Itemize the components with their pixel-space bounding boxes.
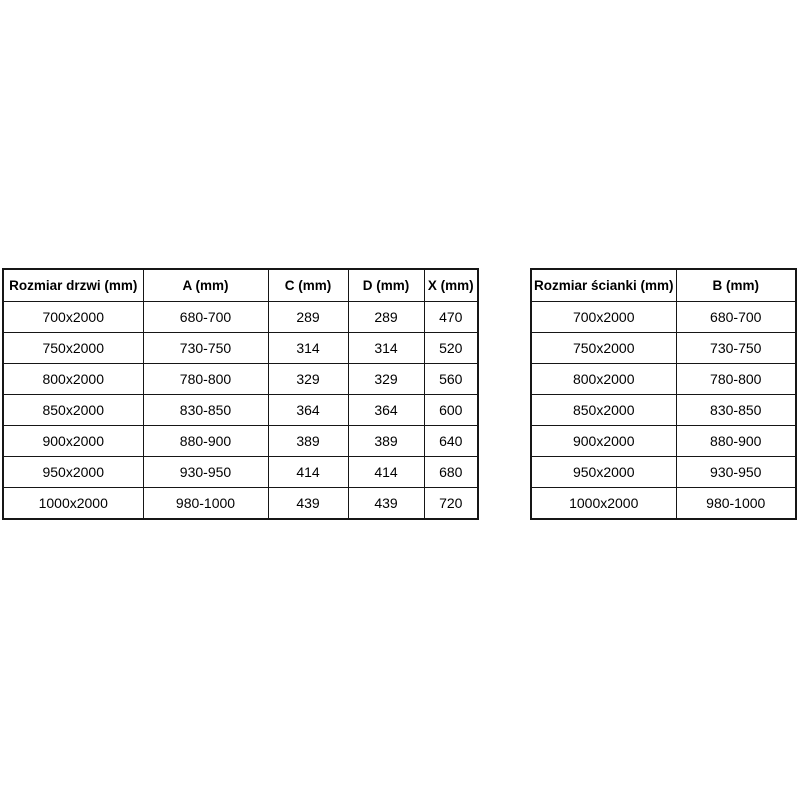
header-cell: Rozmiar ścianki (mm) [531,269,676,302]
table-cell: 700x2000 [3,302,143,333]
header-cell: D (mm) [348,269,424,302]
table-cell: 780-800 [676,364,796,395]
table-cell: 980-1000 [676,488,796,520]
table-cell: 1000x2000 [3,488,143,520]
table-cell: 800x2000 [531,364,676,395]
table-cell: 900x2000 [3,426,143,457]
header-row [531,269,796,302]
header-cell: A (mm) [143,269,268,302]
table-cell: 930-950 [143,457,268,488]
table-row [531,364,796,395]
table-cell: 780-800 [143,364,268,395]
table-cell: 680 [424,457,478,488]
wall-size-table-header [531,269,796,302]
table-row [531,302,796,333]
table-cell: 1000x2000 [531,488,676,520]
table-row [531,488,796,520]
table-cell: 880-900 [676,426,796,457]
table-cell: 289 [268,302,348,333]
table-cell: 800x2000 [3,364,143,395]
table-cell: 289 [348,302,424,333]
table-cell: 830-850 [676,395,796,426]
table-cell: 750x2000 [3,333,143,364]
table-row [531,333,796,364]
table-row [3,457,478,488]
table-cell: 930-950 [676,457,796,488]
table-cell: 439 [348,488,424,520]
table-row [3,364,478,395]
table-cell: 730-750 [143,333,268,364]
table-cell: 389 [268,426,348,457]
table-row [531,426,796,457]
table-cell: 520 [424,333,478,364]
door-size-table-header [3,269,478,302]
table-cell: 830-850 [143,395,268,426]
table-cell: 329 [268,364,348,395]
header-cell: Rozmiar drzwi (mm) [3,269,143,302]
header-row [3,269,478,302]
table-cell: 560 [424,364,478,395]
table-cell: 680-700 [143,302,268,333]
table-row [3,302,478,333]
table-cell: 314 [348,333,424,364]
table-cell: 414 [268,457,348,488]
table-cell: 900x2000 [531,426,676,457]
header-cell: X (mm) [424,269,478,302]
table-row [531,457,796,488]
table-cell: 414 [348,457,424,488]
table-cell: 470 [424,302,478,333]
table-cell: 700x2000 [531,302,676,333]
wall-size-table [530,268,797,520]
door-size-table [2,268,479,520]
door-size-table-body [3,302,478,520]
table-row [3,395,478,426]
table-cell: 364 [348,395,424,426]
table-cell: 314 [268,333,348,364]
table-row [3,488,478,520]
table-cell: 640 [424,426,478,457]
table-cell: 389 [348,426,424,457]
table-cell: 850x2000 [3,395,143,426]
spec-tables-container [2,268,797,520]
header-cell: B (mm) [676,269,796,302]
table-row [3,426,478,457]
table-cell: 980-1000 [143,488,268,520]
table-cell: 600 [424,395,478,426]
table-cell: 730-750 [676,333,796,364]
table-cell: 439 [268,488,348,520]
header-cell: C (mm) [268,269,348,302]
table-cell: 950x2000 [531,457,676,488]
table-cell: 880-900 [143,426,268,457]
table-row [3,333,478,364]
table-cell: 680-700 [676,302,796,333]
table-cell: 329 [348,364,424,395]
table-cell: 750x2000 [531,333,676,364]
table-cell: 850x2000 [531,395,676,426]
table-row [531,395,796,426]
table-cell: 950x2000 [3,457,143,488]
table-cell: 364 [268,395,348,426]
table-cell: 720 [424,488,478,520]
wall-size-table-body [531,302,796,520]
